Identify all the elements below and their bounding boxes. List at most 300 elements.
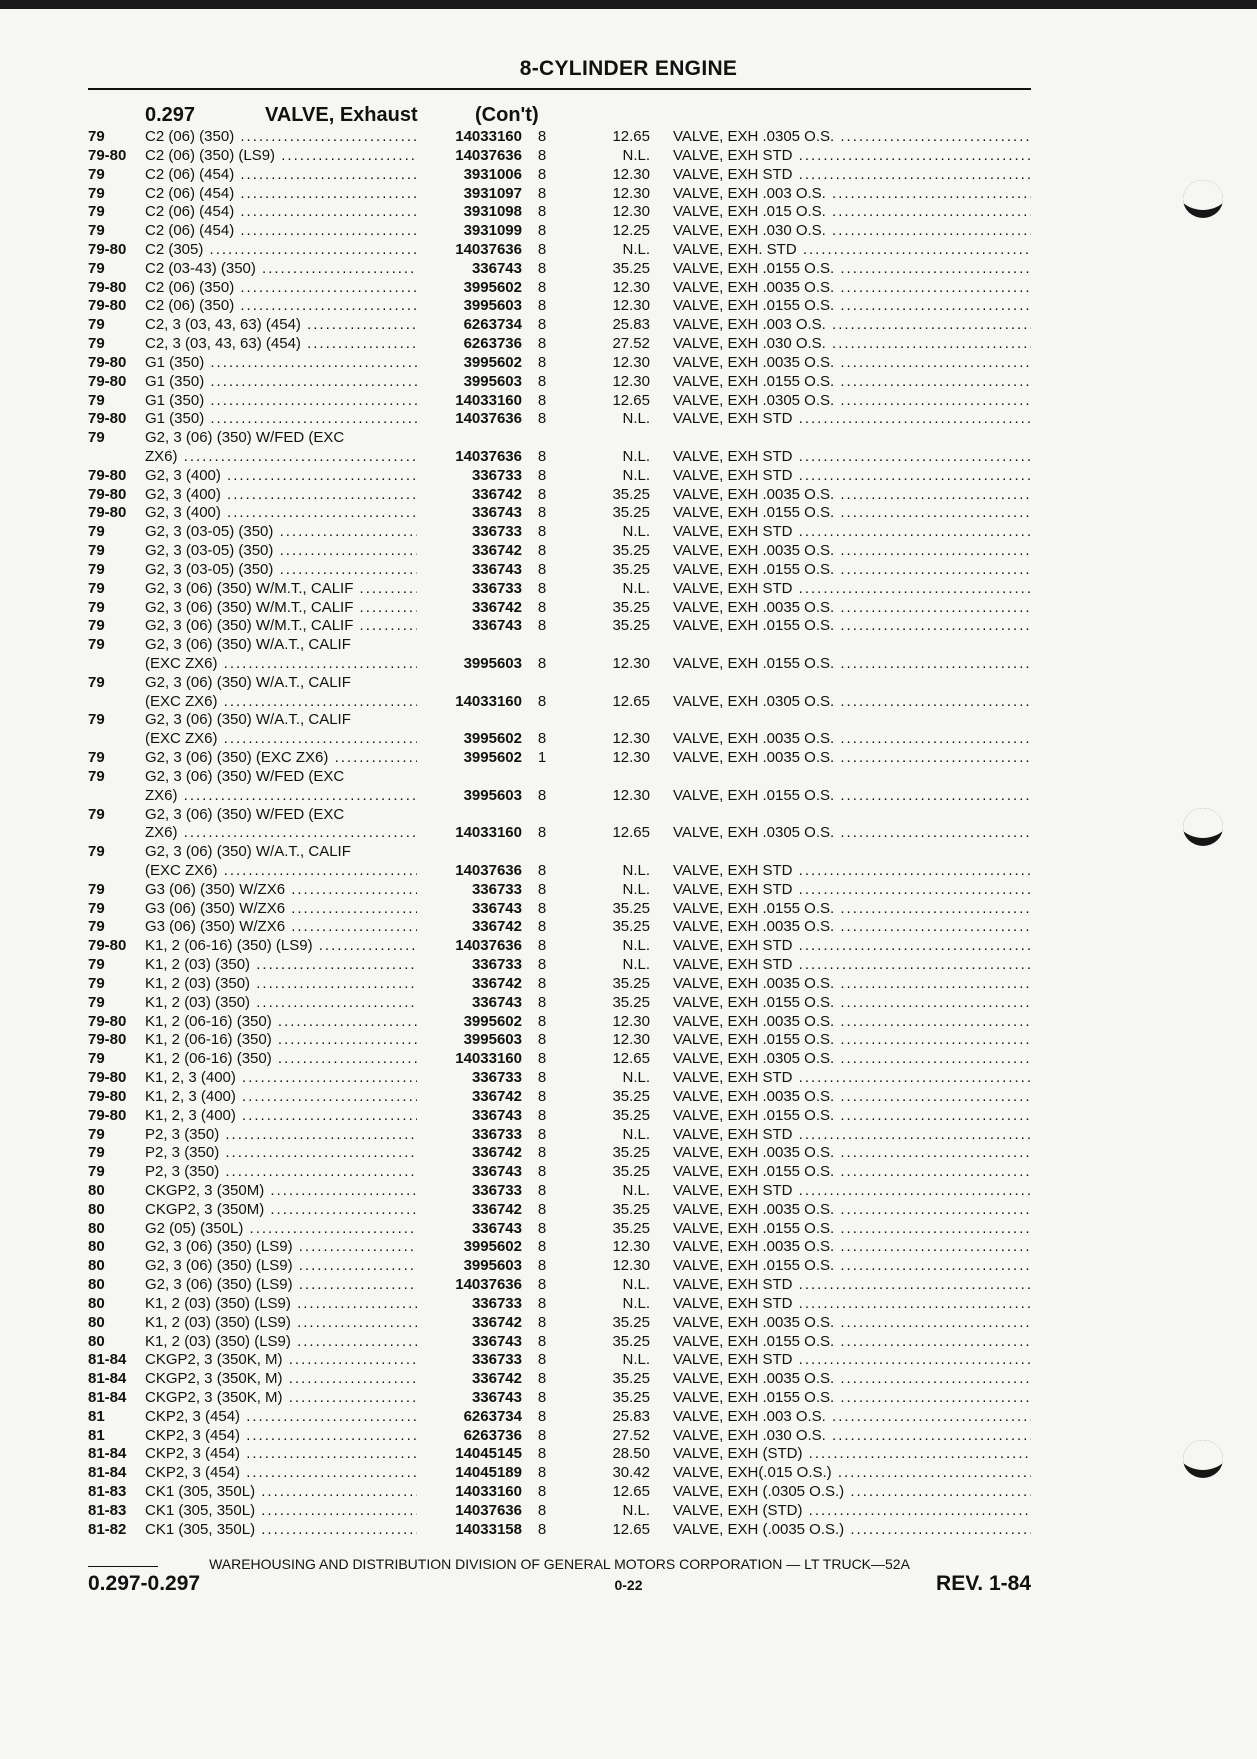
row-part-name: VALVE, EXH .003 O.S. ..... bbox=[673, 1408, 1031, 1426]
row-application: G2, 3 (03-05) (350) ..... bbox=[145, 561, 417, 579]
row-price: 27.52 bbox=[612, 1426, 650, 1444]
row-price: 12.25 bbox=[612, 222, 650, 240]
row-part-name: VALVE, EXH STD ..... bbox=[673, 523, 1031, 541]
row-price: 35.25 bbox=[612, 1219, 650, 1237]
row-part-number: 336733 bbox=[471, 1294, 522, 1312]
table-row bbox=[0, 994, 1257, 1012]
row-application: G2, 3 (06) (350) (LS9) ..... bbox=[145, 1238, 417, 1256]
row-part-number: 14045189 bbox=[455, 1464, 522, 1482]
row-years: 79 bbox=[88, 1050, 105, 1068]
row-price: 35.25 bbox=[612, 1332, 650, 1350]
row-quantity: 8 bbox=[537, 880, 547, 898]
row-quantity: 8 bbox=[537, 974, 547, 992]
row-price: N.L. bbox=[622, 240, 650, 258]
row-part-name: VALVE, EXH .0305 O.S. ..... bbox=[673, 128, 1031, 146]
row-years: 79 bbox=[88, 993, 105, 1011]
footer-division-line: WAREHOUSING AND DISTRIBUTION DIVISION OF GENERAL MOTORS CORPORATION — LT TRUCK—52A bbox=[209, 1556, 910, 1572]
row-part-number: 14037636 bbox=[455, 1501, 522, 1519]
row-part-name: VALVE, EXH .0155 O.S. ..... bbox=[673, 994, 1031, 1012]
table-row bbox=[0, 1238, 1257, 1256]
row-part-name: VALVE, EXH .0155 O.S. ..... bbox=[673, 1220, 1031, 1238]
table-row bbox=[0, 203, 1257, 221]
row-application: G2, 3 (06) (350) W/A.T., CALIF bbox=[145, 636, 351, 654]
row-price: 12.30 bbox=[612, 1257, 650, 1275]
table-row bbox=[0, 730, 1257, 748]
row-part-number: 3995602 bbox=[463, 749, 522, 767]
row-application: G1 (350) ..... bbox=[145, 410, 417, 428]
row-price: 35.25 bbox=[612, 259, 650, 277]
row-part-number: 6263736 bbox=[463, 1426, 522, 1444]
row-quantity: 8 bbox=[537, 1125, 547, 1143]
row-part-name: VALVE, EXH .0035 O.S. ..... bbox=[673, 1088, 1031, 1106]
table-row bbox=[0, 1107, 1257, 1125]
row-application: G3 (06) (350) W/ZX6 ..... bbox=[145, 918, 417, 936]
row-part-name: VALVE, EXH .0155 O.S. ..... bbox=[673, 561, 1031, 579]
row-price: N.L. bbox=[622, 1294, 650, 1312]
continued-label: (Con't) bbox=[475, 104, 539, 126]
row-part-number: 3931006 bbox=[463, 165, 522, 183]
row-application: CKGP2, 3 (350K, M) ..... bbox=[145, 1370, 417, 1388]
row-price: 12.30 bbox=[612, 749, 650, 767]
row-price: N.L. bbox=[622, 937, 650, 955]
row-years: 81-84 bbox=[88, 1388, 127, 1406]
row-years: 81-84 bbox=[88, 1370, 127, 1388]
row-application: CK1 (305, 350L) ..... bbox=[145, 1521, 417, 1539]
table-row bbox=[0, 1483, 1257, 1501]
page-title: 8-CYLINDER ENGINE bbox=[519, 57, 738, 80]
table-row bbox=[0, 1126, 1257, 1144]
row-application: ZX6) ..... bbox=[145, 824, 417, 842]
row-price: 12.65 bbox=[612, 1050, 650, 1068]
table-row bbox=[0, 185, 1257, 203]
row-application: G2, 3 (03-05) (350) ..... bbox=[145, 542, 417, 560]
row-part-number: 3995603 bbox=[463, 372, 522, 390]
row-part-name: VALVE, EXH STD ..... bbox=[673, 1351, 1031, 1369]
row-application: G1 (350) ..... bbox=[145, 373, 417, 391]
row-price: N.L. bbox=[622, 1276, 650, 1293]
row-quantity: 8 bbox=[537, 1031, 547, 1049]
table-row bbox=[0, 279, 1257, 297]
table-row bbox=[0, 1370, 1257, 1388]
row-application: K1, 2 (03) (350) (LS9) ..... bbox=[145, 1295, 417, 1313]
row-application: G2, 3 (06) (350) (LS9) ..... bbox=[145, 1257, 417, 1275]
row-years: 79 bbox=[88, 843, 105, 861]
row-years: 79 bbox=[88, 598, 105, 616]
row-price: N.L. bbox=[622, 410, 650, 428]
row-application: K1, 2 (03) (350) ..... bbox=[145, 975, 417, 993]
row-part-number: 336742 bbox=[471, 598, 522, 616]
table-row bbox=[0, 1220, 1257, 1238]
table-row bbox=[0, 260, 1257, 278]
row-price: 35.25 bbox=[612, 1313, 650, 1331]
table-row bbox=[0, 1163, 1257, 1181]
row-price: 12.30 bbox=[612, 1031, 650, 1049]
row-application: CKP2, 3 (454) ..... bbox=[145, 1464, 417, 1482]
row-part-name: VALVE, EXH .0155 O.S. ..... bbox=[673, 1389, 1031, 1407]
row-application: G2 (05) (350L) ..... bbox=[145, 1220, 417, 1238]
row-years: 80 bbox=[88, 1200, 105, 1218]
row-quantity: 8 bbox=[537, 1520, 547, 1538]
row-part-name: VALVE, EXH .0155 O.S. ..... bbox=[673, 787, 1031, 805]
row-years: 79 bbox=[88, 203, 105, 221]
row-part-name: VALVE, EXH STD ..... bbox=[673, 166, 1031, 184]
row-years: 79 bbox=[88, 560, 105, 578]
table-row bbox=[0, 599, 1257, 617]
row-application: CKGP2, 3 (350M) ..... bbox=[145, 1182, 417, 1200]
row-quantity: 8 bbox=[537, 1276, 547, 1293]
row-part-number: 3995603 bbox=[463, 297, 522, 315]
row-part-name: VALVE, EXH .030 O.S. ..... bbox=[673, 222, 1031, 240]
row-part-number: 14045145 bbox=[455, 1445, 522, 1463]
table-row bbox=[0, 655, 1257, 673]
row-quantity: 8 bbox=[537, 655, 547, 672]
row-application: CKGP2, 3 (350M) ..... bbox=[145, 1201, 417, 1219]
row-part-name: VALVE, EXH .0305 O.S. ..... bbox=[673, 1050, 1031, 1068]
table-row bbox=[0, 806, 1257, 824]
row-part-name: VALVE, EXH .0035 O.S. ..... bbox=[673, 1238, 1031, 1256]
row-part-number: 336733 bbox=[471, 1069, 522, 1086]
row-application: G2, 3 (06) (350) (EXC ZX6) ..... bbox=[145, 749, 417, 767]
row-part-name: VALVE, EXH .0035 O.S. ..... bbox=[673, 354, 1031, 372]
row-part-number: 14037636 bbox=[455, 937, 522, 955]
row-application: CKP2, 3 (454) ..... bbox=[145, 1427, 417, 1445]
row-part-name: VALVE, EXH (STD) ..... bbox=[673, 1502, 1031, 1520]
row-part-name: VALVE, EXH STD ..... bbox=[673, 862, 1031, 880]
row-part-number: 336742 bbox=[471, 542, 522, 559]
row-price: N.L. bbox=[622, 956, 650, 974]
row-part-name: VALVE, EXH .0035 O.S. ..... bbox=[673, 1013, 1031, 1031]
table-row bbox=[0, 354, 1257, 372]
row-quantity: 8 bbox=[537, 316, 547, 334]
row-part-name: VALVE, EXH STD ..... bbox=[673, 956, 1031, 974]
row-quantity: 8 bbox=[537, 1351, 547, 1369]
row-part-number: 14033160 bbox=[455, 1050, 522, 1068]
row-price: 12.30 bbox=[612, 165, 650, 183]
row-price: 12.65 bbox=[612, 824, 650, 842]
row-price: 35.25 bbox=[612, 1200, 650, 1218]
table-row bbox=[0, 1276, 1257, 1294]
row-price: N.L. bbox=[622, 1351, 650, 1369]
row-quantity: 8 bbox=[537, 203, 547, 221]
row-part-name: VALVE, EXH .0155 O.S. ..... bbox=[673, 1031, 1031, 1049]
table-row bbox=[0, 542, 1257, 560]
row-quantity: 8 bbox=[537, 523, 547, 541]
row-part-name: VALVE, EXH .0155 O.S. ..... bbox=[673, 1333, 1031, 1351]
row-application: C2 (06) (454) ..... bbox=[145, 203, 417, 221]
row-price: 35.25 bbox=[612, 993, 650, 1011]
table-row bbox=[0, 1088, 1257, 1106]
row-quantity: 8 bbox=[537, 1087, 547, 1105]
table-row bbox=[0, 316, 1257, 334]
row-part-number: 14037636 bbox=[455, 1276, 522, 1293]
row-quantity: 8 bbox=[537, 617, 547, 635]
row-years: 79 bbox=[88, 579, 105, 597]
row-application: G2, 3 (06) (350) W/A.T., CALIF bbox=[145, 673, 351, 691]
row-years: 79 bbox=[88, 184, 105, 202]
row-years: 79-80 bbox=[88, 1031, 127, 1049]
title-rule bbox=[88, 88, 1031, 90]
row-price: 35.25 bbox=[612, 504, 650, 522]
row-part-number: 3931097 bbox=[463, 184, 522, 202]
row-price: 12.30 bbox=[612, 297, 650, 315]
row-application: G2, 3 (06) (350) W/M.T., CALIF ..... bbox=[145, 617, 417, 635]
row-years: 80 bbox=[88, 1332, 105, 1350]
row-years: 79 bbox=[88, 956, 105, 974]
row-application: G1 (350) ..... bbox=[145, 392, 417, 410]
row-part-name: VALVE, EXH .0155 O.S. ..... bbox=[673, 617, 1031, 635]
row-part-name: VALVE, EXH .0155 O.S. ..... bbox=[673, 297, 1031, 315]
row-years: 80 bbox=[88, 1276, 105, 1293]
row-price: 35.25 bbox=[612, 1163, 650, 1181]
row-part-name: VALVE, EXH .0305 O.S. ..... bbox=[673, 693, 1031, 711]
row-price: 12.65 bbox=[612, 1483, 650, 1500]
row-application: C2 (06) (350) ..... bbox=[145, 279, 417, 297]
row-part-name: VALVE, EXH STD ..... bbox=[673, 467, 1031, 485]
row-quantity: 8 bbox=[537, 1050, 547, 1068]
row-years: 80 bbox=[88, 1294, 105, 1312]
row-part-number: 3995603 bbox=[463, 655, 522, 672]
row-years: 81-84 bbox=[88, 1464, 127, 1482]
table-row bbox=[0, 580, 1257, 598]
row-price: 35.25 bbox=[612, 899, 650, 917]
row-part-number: 3995602 bbox=[463, 278, 522, 296]
row-application: CK1 (305, 350L) ..... bbox=[145, 1483, 417, 1501]
table-row bbox=[0, 900, 1257, 918]
row-years: 79-80 bbox=[88, 1012, 127, 1030]
row-price: 12.30 bbox=[612, 786, 650, 804]
row-application: G2, 3 (06) (350) W/FED (EXC bbox=[145, 429, 345, 447]
row-years: 79 bbox=[88, 880, 105, 898]
row-part-name: VALVE, EXH .0155 O.S. ..... bbox=[673, 1257, 1031, 1275]
row-price: 12.30 bbox=[612, 655, 650, 672]
row-part-number: 336742 bbox=[471, 918, 522, 936]
row-part-number: 6263734 bbox=[463, 316, 522, 334]
table-row bbox=[0, 241, 1257, 259]
table-row bbox=[0, 467, 1257, 485]
row-application: CKGP2, 3 (350K, M) ..... bbox=[145, 1351, 417, 1369]
row-years: 79 bbox=[88, 1144, 105, 1162]
row-application: K1, 2 (03) (350) (LS9) ..... bbox=[145, 1314, 417, 1332]
row-quantity: 8 bbox=[537, 786, 547, 804]
table-row bbox=[0, 636, 1257, 654]
row-years: 79 bbox=[88, 335, 105, 352]
row-quantity: 8 bbox=[537, 937, 547, 955]
row-part-name: VALVE, EXH .0035 O.S. ..... bbox=[673, 1144, 1031, 1162]
row-price: N.L. bbox=[622, 447, 650, 465]
row-price: 35.25 bbox=[612, 1106, 650, 1124]
row-part-number: 336742 bbox=[471, 485, 522, 503]
row-part-name: VALVE, EXH. STD ..... bbox=[673, 241, 1031, 259]
row-part-number: 336733 bbox=[471, 523, 522, 541]
row-quantity: 8 bbox=[537, 824, 547, 842]
row-part-number: 14033160 bbox=[455, 824, 522, 842]
row-price: 12.30 bbox=[612, 278, 650, 296]
row-part-number: 336733 bbox=[471, 466, 522, 484]
row-part-number: 336743 bbox=[471, 617, 522, 635]
row-part-number: 336743 bbox=[471, 259, 522, 277]
table-row bbox=[0, 1050, 1257, 1068]
row-price: N.L. bbox=[622, 1125, 650, 1143]
row-years: 79 bbox=[88, 711, 105, 729]
table-row bbox=[0, 862, 1257, 880]
row-part-name: VALVE, EXH (.0305 O.S.) ..... bbox=[673, 1483, 1031, 1501]
table-row bbox=[0, 128, 1257, 146]
row-years: 79 bbox=[88, 259, 105, 277]
section-title: VALVE, Exhaust bbox=[265, 104, 418, 126]
row-years: 79 bbox=[88, 767, 105, 785]
row-part-number: 336733 bbox=[471, 880, 522, 898]
row-quantity: 8 bbox=[537, 560, 547, 578]
row-application: CKP2, 3 (454) ..... bbox=[145, 1445, 417, 1463]
row-part-number: 14037636 bbox=[455, 410, 522, 428]
row-part-name: VALVE, EXH .0035 O.S. ..... bbox=[673, 279, 1031, 297]
row-application: ZX6) ..... bbox=[145, 448, 417, 466]
table-row bbox=[0, 410, 1257, 428]
row-application: G2, 3 (06) (350) W/M.T., CALIF ..... bbox=[145, 580, 417, 598]
table-row bbox=[0, 429, 1257, 447]
row-quantity: 8 bbox=[537, 730, 547, 748]
row-years: 79 bbox=[88, 128, 105, 145]
row-part-name: VALVE, EXH .015 O.S. ..... bbox=[673, 203, 1031, 221]
row-price: 35.25 bbox=[612, 1144, 650, 1162]
row-part-name: VALVE, EXH STD ..... bbox=[673, 1069, 1031, 1087]
row-years: 81 bbox=[88, 1426, 105, 1444]
row-years: 80 bbox=[88, 1219, 105, 1237]
row-application: (EXC ZX6) ..... bbox=[145, 693, 417, 711]
row-part-number: 14037636 bbox=[455, 146, 522, 164]
row-price: 35.25 bbox=[612, 485, 650, 503]
row-years: 79 bbox=[88, 429, 105, 447]
row-application: CKP2, 3 (454) ..... bbox=[145, 1408, 417, 1426]
row-part-name: VALVE, EXH .0155 O.S. ..... bbox=[673, 1107, 1031, 1125]
row-quantity: 8 bbox=[537, 1257, 547, 1275]
row-part-name: VALVE, EXH STD ..... bbox=[673, 448, 1031, 466]
row-quantity: 8 bbox=[537, 278, 547, 296]
row-years: 79 bbox=[88, 673, 105, 691]
row-application: K1, 2, 3 (400) ..... bbox=[145, 1069, 417, 1087]
row-years: 79 bbox=[88, 523, 105, 541]
row-part-number: 14033160 bbox=[455, 128, 522, 145]
row-quantity: 8 bbox=[537, 485, 547, 503]
row-application: (EXC ZX6) ..... bbox=[145, 730, 417, 748]
row-quantity: 8 bbox=[537, 1370, 547, 1388]
row-application: C2 (305) ..... bbox=[145, 241, 417, 259]
row-quantity: 8 bbox=[537, 1445, 547, 1463]
row-quantity: 8 bbox=[537, 1181, 547, 1199]
table-row bbox=[0, 448, 1257, 466]
row-application: C2 (03-43) (350) ..... bbox=[145, 260, 417, 278]
row-quantity: 8 bbox=[537, 1294, 547, 1312]
row-years: 79 bbox=[88, 222, 105, 240]
row-application: ZX6) ..... bbox=[145, 787, 417, 805]
row-part-name: VALVE, EXH .0035 O.S. ..... bbox=[673, 1370, 1031, 1388]
row-price: 12.65 bbox=[612, 692, 650, 710]
row-quantity: 8 bbox=[537, 598, 547, 616]
row-years: 79 bbox=[88, 918, 105, 936]
row-part-number: 6263736 bbox=[463, 335, 522, 352]
row-part-name: VALVE, EXH .0305 O.S. ..... bbox=[673, 392, 1031, 410]
row-price: 28.50 bbox=[612, 1445, 650, 1463]
row-price: N.L. bbox=[622, 466, 650, 484]
row-years: 79-80 bbox=[88, 466, 127, 484]
table-row bbox=[0, 1333, 1257, 1351]
footer-group-range: 0.297-0.297 bbox=[88, 1572, 201, 1595]
row-quantity: 8 bbox=[537, 1407, 547, 1425]
row-part-number: 3995603 bbox=[463, 786, 522, 804]
row-quantity: 8 bbox=[537, 1483, 547, 1500]
row-part-number: 336742 bbox=[471, 1370, 522, 1388]
row-application: (EXC ZX6) ..... bbox=[145, 862, 417, 880]
row-part-number: 336733 bbox=[471, 1181, 522, 1199]
row-part-name: VALVE, EXH .0155 O.S. ..... bbox=[673, 373, 1031, 391]
row-part-name: VALVE, EXH .0155 O.S. ..... bbox=[673, 260, 1031, 278]
row-quantity: 8 bbox=[537, 956, 547, 974]
footer-page-number: 0-22 bbox=[614, 1577, 643, 1593]
row-quantity: 8 bbox=[537, 1012, 547, 1030]
row-part-name: VALVE, EXH .003 O.S. ..... bbox=[673, 185, 1031, 203]
row-part-name: VALVE, EXH STD ..... bbox=[673, 937, 1031, 955]
row-price: 35.25 bbox=[612, 1087, 650, 1105]
row-part-name: VALVE, EXH .0155 O.S. ..... bbox=[673, 900, 1031, 918]
row-quantity: 8 bbox=[537, 240, 547, 258]
row-part-name: VALVE, EXH STD ..... bbox=[673, 1182, 1031, 1200]
row-part-name: VALVE, EXH STD ..... bbox=[673, 410, 1031, 428]
row-part-number: 14033160 bbox=[455, 391, 522, 409]
row-application: G2, 3 (06) (350) W/FED (EXC bbox=[145, 805, 345, 823]
row-years: 79-80 bbox=[88, 410, 127, 428]
table-row bbox=[0, 335, 1257, 353]
table-row bbox=[0, 1389, 1257, 1407]
row-price: 12.30 bbox=[612, 372, 650, 390]
row-price: 12.30 bbox=[612, 730, 650, 748]
row-price: 12.30 bbox=[612, 1238, 650, 1256]
row-application: G2, 3 (06) (350) W/A.T., CALIF bbox=[145, 711, 351, 729]
row-quantity: 8 bbox=[537, 1238, 547, 1256]
row-years: 79 bbox=[88, 391, 105, 409]
row-years: 81-83 bbox=[88, 1501, 127, 1519]
row-part-name: VALVE, EXH .003 O.S. ..... bbox=[673, 316, 1031, 334]
row-part-number: 336743 bbox=[471, 899, 522, 917]
row-quantity: 8 bbox=[537, 146, 547, 164]
row-quantity: 8 bbox=[537, 165, 547, 183]
row-years: 79-80 bbox=[88, 372, 127, 390]
row-years: 79-80 bbox=[88, 937, 127, 955]
table-row bbox=[0, 843, 1257, 861]
table-row bbox=[0, 918, 1257, 936]
row-application: G2, 3 (400) ..... bbox=[145, 504, 417, 522]
table-row bbox=[0, 1445, 1257, 1463]
row-part-number: 336733 bbox=[471, 1351, 522, 1369]
row-part-number: 336742 bbox=[471, 1313, 522, 1331]
row-part-number: 3995602 bbox=[463, 1238, 522, 1256]
row-application: P2, 3 (350) ..... bbox=[145, 1126, 417, 1144]
table-row bbox=[0, 1427, 1257, 1445]
row-application: K1, 2 (06-16) (350) ..... bbox=[145, 1050, 417, 1068]
row-part-number: 14033158 bbox=[455, 1520, 522, 1538]
row-part-name: VALVE, EXH .0035 O.S. ..... bbox=[673, 486, 1031, 504]
table-row bbox=[0, 1069, 1257, 1087]
row-years: 79 bbox=[88, 899, 105, 917]
row-application: C2 (06) (454) ..... bbox=[145, 185, 417, 203]
table-row bbox=[0, 1144, 1257, 1162]
row-part-number: 3995603 bbox=[463, 1031, 522, 1049]
row-part-name: VALVE, EXH .0035 O.S. ..... bbox=[673, 1201, 1031, 1219]
table-row bbox=[0, 1351, 1257, 1369]
row-price: N.L. bbox=[622, 880, 650, 898]
row-price: 35.25 bbox=[612, 598, 650, 616]
row-quantity: 8 bbox=[537, 391, 547, 409]
row-part-number: 3931098 bbox=[463, 203, 522, 221]
